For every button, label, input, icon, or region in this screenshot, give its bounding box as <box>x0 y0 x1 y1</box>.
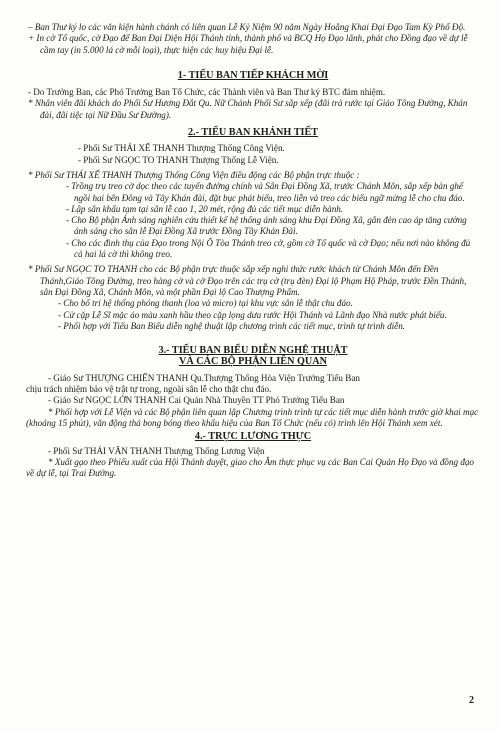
s2-task-3: - Cho Bộ phận Ánh sáng nghiên cứu thiết kế hệ thống ánh sáng khu Đại Đồng Xã, gắn đèn cao áp tăng cường ánh sáng cho sân lễ Đại Đồng Xã trước Đồng Tây Khán Đài. <box>66 215 467 237</box>
s1-paragraph-2: * Nhân viên đãi khách do Phối Sư Hương Đắt Qu. Nữ Chánh Phối Sư sắp xếp (đãi trà rước tại Giáo Tông Đường, Khán đài, đãi tiệc tại Nữ Đầu Sư Đường). <box>28 98 468 120</box>
s3-paragraph-1a: - Giáo Sư THƯỢNG CHIẾN THANH Qu.Thượng Thống Hòa Viện Trưởng Tiểu Ban <box>48 372 360 383</box>
s2-task-4: - Cho các đình thụ của Đạo trong Nội Ô Tòa Thánh treo cờ, gồm cờ Tổ quốc và cờ Đạo; nếu nơi nào không đủ cả hai lá cờ thì không treo. <box>66 237 471 260</box>
section-4-heading: 4.- TRỰC LƯƠNG THỰC <box>194 431 312 443</box>
section-3-heading: 3.- TIỂU BAN BIỂU DIỄN NGHỆ THUẬT <box>158 345 348 357</box>
s3-paragraph-3: * Phối hợp với Lễ Viện và các Bộ phận liên quan lập Chương trình trình tự các tiết mục diễn hành trước giờ khai mạc (khoảng 15 phút), văn động thả bong bóng theo khẩu hiệu của Ban Tổ Chức (nếu có) trình lên Hội Thánh xem xét. <box>26 406 479 428</box>
page-number: 2 <box>469 694 474 706</box>
s4-paragraph-1: - Phối Sư THÁI VĂN THANH Thượng Thống Lương Viện <box>48 445 265 456</box>
s2-member-2: - Phối Sư NGỌC TO THANH Thượng Thống Lễ Viện. <box>78 154 279 165</box>
s2-task-7: - Phối hợp với Tiểu Ban Biểu diễn nghệ thuật lập chương trình các tiết mục, trình tự trình diễn. <box>58 320 406 331</box>
paragraph-flags: + In cờ Tổ quốc, cờ Đạo để Ban Đại Diện Hội Thánh tỉnh, thành phố và BCQ Họ Đạo lãnh, phát cho Đồng đạo về dự lễ cầm tay (in 5.000 lá cờ mỗi loại), thực hiện các huy hiệu Đại lễ. <box>28 33 468 55</box>
s2-task-5: - Cho bố trí hệ thống phóng thanh (loa và micro) tại khu vực sân lễ thật chu đáo. <box>58 298 353 309</box>
s1-paragraph-1: - Do Trưởng Ban, các Phó Trưởng Ban Tổ Chức, các Thành viên và Ban Thư ký BTC đảm nhiệm. <box>28 87 386 98</box>
s3-paragraph-2: - Giáo Sư NGỌC LỚN THANH Cai Quản Nhà Thuyền TT Phó Trưởng Tiểu Ban <box>48 395 345 406</box>
s2-member-1: - Phối Sư THÁI XẾ THANH Thượng Thống Công Viện. <box>78 143 285 154</box>
paragraph-secretariat: – Ban Thư ký lo các văn kiện hành chánh có liên quan Lễ Kỷ Niệm 90 năm Ngày Hoằng Khai Đại Đạo Tam Kỳ Phổ Độ. <box>28 22 466 32</box>
s2-task-6: - Cử cặp Lễ Sĩ mặc áo màu xanh hầu theo cặp lọng dưa rước Hội Thánh và Lãnh đạo Nhà nước phát biểu. <box>58 309 447 320</box>
s2-task-1: - Trồng trụ treo cờ dọc theo các tuyến đường chính và Sân Đại Đồng Xã, trước Chánh Môn, sắp xếp bàn ghế ngồi hai bên Đông và Tây Khán đài, đặt bục phát biểu, treo liễn và treo các biểu ngữ mừng lễ cho chu đáo. <box>66 181 465 203</box>
s2-task-2: - Lập sân khấu tạm tại sân lễ cao 1, 20 mét, rộng đủ các tiết mục diễn hành. <box>66 203 344 214</box>
section-3-subheading: VÀ CÁC BỘ PHẬN LIÊN QUAN <box>178 356 327 368</box>
s3-paragraph-1b: chịu trách nhiệm bảo vệ trật tự trong, ngoài sân lễ cho thật chu đáo. <box>26 384 272 395</box>
s2-paragraph-2: * Phối Sư NGỌC TO THANH cho các Bộ phận trực thuộc sắp xếp nghi thức rước khách từ Chánh Môn đến Đền Thánh,Giáo Tông Đường, treo hàng cờ và cờ Đạo trên các trụ cờ (trụ đèn) Đại lộ Phạm Hộ Pháp, trước Đền Thánh, sân Đại Đồng Xã, Chánh Môn, và một phần Đại lộ Cao Thượng Phẩm. <box>28 264 467 297</box>
s4-paragraph-2: * Xuất gạo theo Phiếu xuất của Hội Thánh duyệt, giao cho Âm thực phục vụ các Ban Cai Quản Họ Đạo và đồng đạo về dự lễ, tại Trai Đường. <box>26 456 474 479</box>
s2-paragraph-1: * Phối Sư THÁI XẾ THANH Thượng Thống Công Viện điều động các Bộ phận trực thuộc : <box>28 169 360 180</box>
section-2-heading: 2.- TIỂU BAN KHÁNH TIẾT <box>187 127 319 139</box>
section-1-heading: 1- TIỂU BAN TIẾP KHÁCH MỜI <box>177 69 329 81</box>
